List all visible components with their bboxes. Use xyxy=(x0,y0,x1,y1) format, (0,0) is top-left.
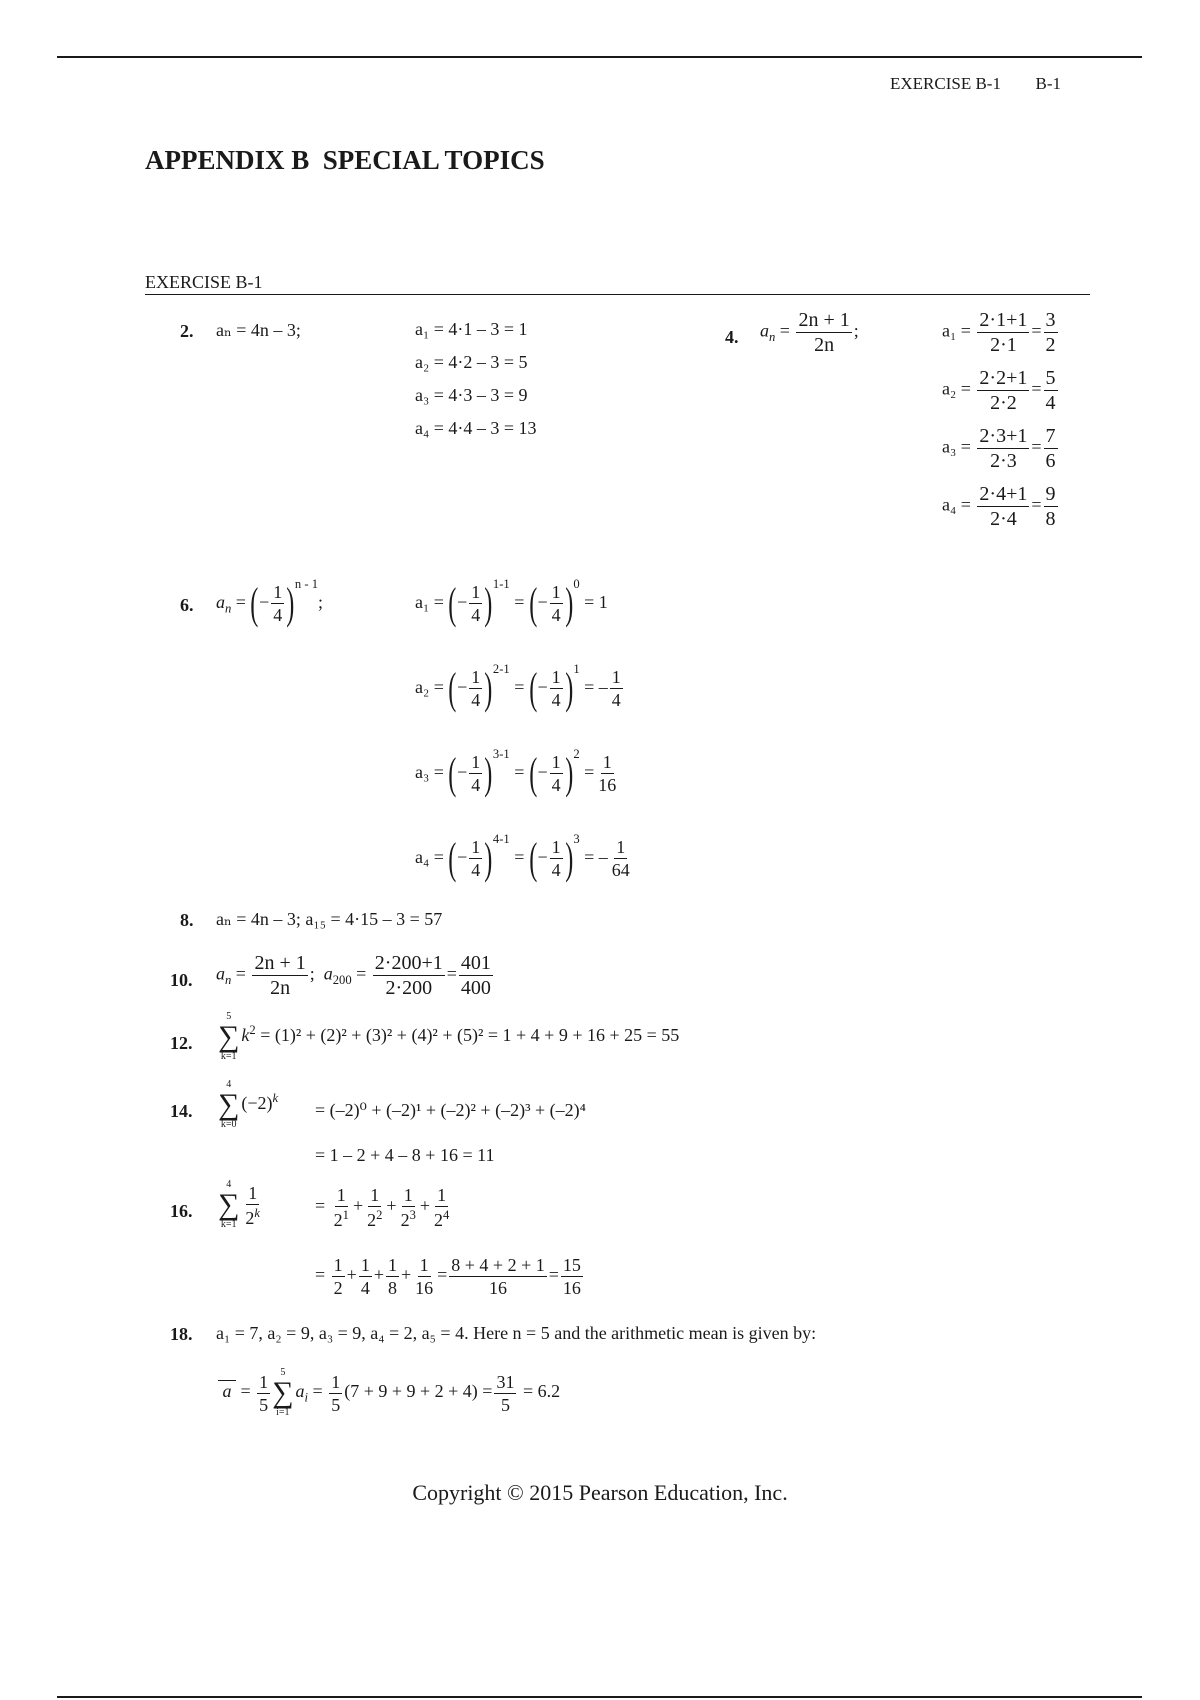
problem-18-mean: a = $\frac{1}{5}$ 5 ∑ i=1 $a_i$ = $\frac{1}{5}$ (7 + 9 + 9 + 2 + 4) = $\frac{31}{5}$ = 6.2 xyxy=(218,1367,561,1418)
problem-2-line-2: a₂ = 4·2 – 3 = 5 xyxy=(415,352,528,372)
top-rule xyxy=(57,56,1142,58)
problem-2-line-3: a₃ = 4·3 – 3 = 9 xyxy=(415,385,528,405)
page-title: APPENDIX B SPECIAL TOPICS xyxy=(145,145,545,175)
problem-14-label: 14. xyxy=(170,1101,193,1121)
problem-12-label: 12. xyxy=(170,1033,193,1053)
header-page-number: B-1 xyxy=(1035,74,1061,93)
problem-6-term-2: a₂ = (− $\frac{1}{4}$ )$^{2-1}$ = (− $\frac{1}{4}$ )$^1$ = – $\frac{1}{4}$ xyxy=(415,662,621,713)
running-header xyxy=(890,74,1061,94)
problem-4-term-3: a₃ = $\frac{2\cdot 3+1}{2\cdot 3}$ = $\frac{7}{6}$ xyxy=(942,425,1056,472)
section-rule xyxy=(145,294,1090,295)
bottom-rule xyxy=(57,1696,1142,1698)
problem-6-term-3: a₃ = (− $\frac{1}{4}$ )$^{3-1}$ = (− $\frac{1}{4}$ )$^2$ = $\frac{1}{16}$ xyxy=(415,747,617,798)
summation-icon: 4 ∑ k=0 xyxy=(218,1079,240,1130)
summation-icon: 5 ∑ i=1 xyxy=(272,1367,294,1418)
problem-4-term-1: a₁ = $\frac{2\cdot 1+1}{2\cdot 1}$ = $\frac{3}{2}$ xyxy=(942,309,1056,356)
problem-16-sum: 4 ∑ k=1 $\frac{1}{2^k}$ xyxy=(218,1179,260,1230)
problem-10-formula: $a_n$ = $\frac{2n + 1}{2n}$ ; $a_{200}$ = $\frac{2\cdot 200+1}{2\cdot 200}$ = $\frac{401}{400}$ xyxy=(216,952,491,999)
problem-16-line-2: = $\frac{1}{2}$ + $\frac{1}{4}$ + $\frac{1}{8}$ + $\frac{1}{16}$ = $\frac{8 + 4 + 2 + 1}{16}$ = $\frac{15}{16}$ xyxy=(315,1255,581,1298)
problem-6-term-4: a₄ = (− $\frac{1}{4}$ )$^{4-1}$ = (− $\frac{1}{4}$ )$^3$ = – $\frac{1}{64}$ xyxy=(415,832,630,883)
summation-icon: 4 ∑ k=1 xyxy=(218,1179,240,1230)
header-exercise: EXERCISE B-1 xyxy=(890,74,1001,93)
problem-2-label: 2. xyxy=(180,321,194,341)
problem-8-label: 8. xyxy=(180,910,194,930)
problem-16-label: 16. xyxy=(170,1201,193,1221)
problem-10-label: 10. xyxy=(170,970,193,990)
problem-4-term-2: a₂ = $\frac{2\cdot 2+1}{2\cdot 2}$ = $\frac{5}{4}$ xyxy=(942,367,1056,414)
problem-12-formula: 5 ∑ k=1 $k^2 = (1)^2 + (2)^2 + (3)^2 + (4)^2 + (5)^2 = 1 + 4 + 9 + 16 + 25 = 55$ xyxy=(218,1011,680,1062)
problem-18-label: 18. xyxy=(170,1324,193,1344)
problem-4-term-4: a₄ = $\frac{2\cdot 4+1}{2\cdot 4}$ = $\frac{9}{8}$ xyxy=(942,483,1056,530)
problem-6-formula: $a_n$ = (− $\frac{1}{4}$ )$^{n - 1}$; xyxy=(216,577,324,628)
problem-8-formula: aₙ = 4n – 3; a₁₅ = 4·15 – 3 = 57 xyxy=(216,909,443,929)
problem-4-numerator: 2n + 1 xyxy=(798,309,850,331)
problem-16-line-1: = $\frac{1}{2^1}$ + $\frac{1}{2^2}$ + $\frac{1}{2^3}$ + $\frac{1}{2^4}$ xyxy=(315,1185,450,1230)
problem-4-formula: $a_n$ = $\frac{2n + 1}{2n}$ ; xyxy=(760,309,859,356)
problem-2-formula: aₙ = 4n – 3; xyxy=(216,320,301,340)
problem-14-sum: 4 ∑ k=0 $(-2)^k$ xyxy=(218,1079,279,1130)
section-heading: EXERCISE B-1 xyxy=(145,272,263,292)
copyright-footer: Copyright © 2015 Pearson Education, Inc. xyxy=(412,1480,788,1505)
problem-18-text: a₁ = 7, a₂ = 9, a₃ = 9, a₄ = 2, a₅ = 4. Here n = 5 and the arithmetic mean is given by: xyxy=(216,1323,817,1343)
problem-4-denominator: 2n xyxy=(814,334,835,356)
summation-icon: 5 ∑ k=1 xyxy=(218,1011,240,1062)
problem-6-term-1: a₁ = (− $\frac{1}{4}$ )$^{1-1}$ = (− $\frac{1}{4}$ )$^0$ = 1 xyxy=(415,577,608,628)
problem-6-label: 6. xyxy=(180,595,194,615)
problem-14-line-1: = (–2)⁰ + (–2)¹ + (–2)² + (–2)³ + (–2)⁴ xyxy=(315,1100,586,1120)
problem-2-line-4: a₄ = 4·4 – 3 = 13 xyxy=(415,418,537,438)
problem-2-line-1: a₁ = 4·1 – 3 = 1 xyxy=(415,319,528,339)
problem-4-label: 4. xyxy=(725,327,739,347)
problem-14-line-2: = 1 – 2 + 4 – 8 + 16 = 11 xyxy=(315,1145,495,1165)
